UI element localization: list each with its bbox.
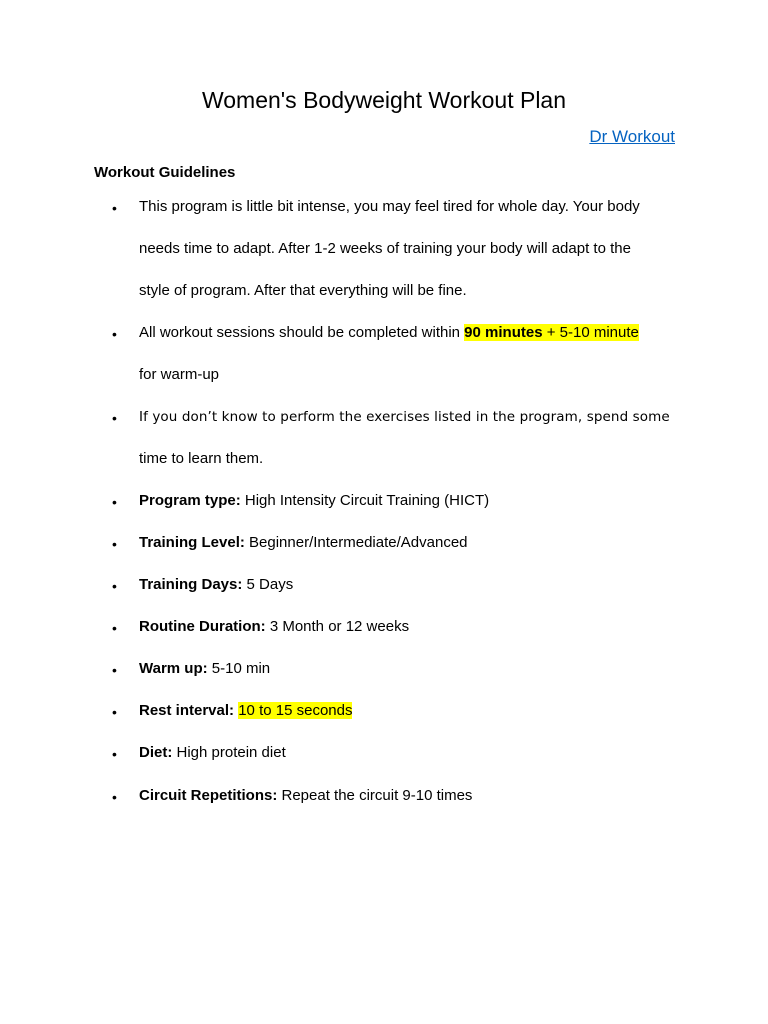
bullet-icon: •	[112, 536, 117, 552]
bullet-icon: •	[112, 704, 117, 720]
bullet-icon: •	[112, 620, 117, 636]
spec-label: Training Days:	[139, 576, 243, 593]
spec-circuit-repetitions	[139, 785, 472, 807]
guideline-2-line-2: for warm-up	[139, 366, 220, 383]
spec-value-highlight: 10 to 15 seconds	[238, 702, 353, 719]
bullet-icon: •	[112, 494, 117, 510]
spec-warm-up	[139, 658, 270, 680]
spec-routine-duration	[139, 616, 409, 638]
spec-program-type	[139, 490, 489, 512]
bullet-icon: •	[112, 789, 117, 805]
spec-value: High protein diet	[172, 744, 286, 761]
bullet-icon: •	[112, 746, 117, 762]
spec-label: Warm up:	[139, 660, 208, 677]
spec-value: 5-10 min	[207, 660, 271, 677]
spec-label: Rest interval:	[139, 702, 235, 719]
spec-label: Program type:	[139, 492, 241, 509]
bullet-icon: •	[112, 662, 117, 678]
spec-diet	[139, 742, 286, 764]
guideline-2-prefix: All workout sessions should be completed within	[139, 324, 465, 341]
guideline-3-line-1: If you don’t know to perform the exercises listed in the program, spend some	[139, 409, 670, 425]
highlight-rest: + 5-10 minute	[542, 324, 639, 341]
spec-value: 3 Month or 12 weeks	[265, 618, 410, 635]
spec-label: Circuit Repetitions:	[139, 787, 278, 804]
guideline-1-line-3: style of program. After that everything will be fine.	[139, 282, 467, 299]
spec-label: Training Level:	[139, 534, 245, 551]
document-title: Women's Bodyweight Workout Plan	[201, 87, 567, 113]
spec-value: 5 Days	[242, 576, 294, 593]
spec-training-level	[139, 532, 468, 554]
spec-value: Repeat the circuit 9-10 times	[277, 787, 473, 804]
section-heading: Workout Guidelines	[94, 164, 236, 181]
spec-value: Beginner/Intermediate/Advanced	[244, 534, 468, 551]
bullet-icon: •	[112, 578, 117, 594]
guideline-1-line-2: needs time to adapt. After 1-2 weeks of training your body will adapt to the	[139, 240, 631, 257]
guideline-3-line-2: time to learn them.	[139, 450, 264, 467]
spec-training-days	[139, 574, 293, 596]
spec-rest-interval	[139, 700, 352, 722]
spec-label: Routine Duration:	[139, 618, 266, 635]
bullet-icon: •	[112, 326, 117, 342]
guideline-1-line-1: This program is little bit intense, you may feel tired for whole day. Your body	[139, 198, 640, 215]
highlight-time	[464, 324, 639, 341]
bullet-icon: •	[112, 200, 117, 216]
bullet-icon: •	[112, 410, 117, 426]
guideline-2-line-1	[139, 322, 639, 344]
spec-value: High Intensity Circuit Training (HICT)	[240, 492, 490, 509]
highlight-bold: 90 minutes	[464, 324, 543, 341]
spec-label: Diet:	[139, 744, 173, 761]
author-link[interactable]: Dr Workout	[589, 127, 675, 146]
